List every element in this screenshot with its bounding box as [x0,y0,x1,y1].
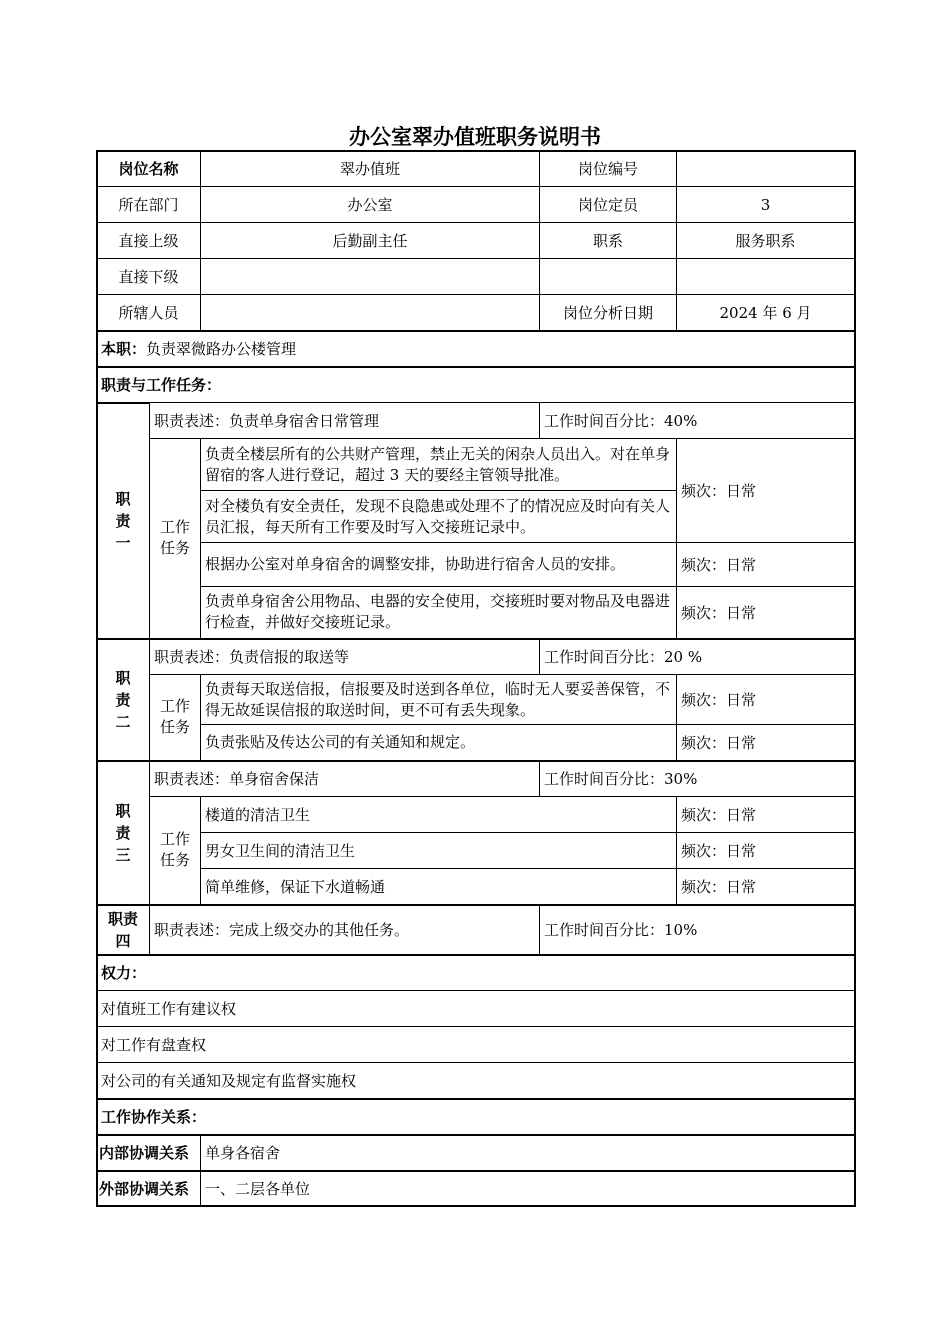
duty-3-task-3: 简单维修，保证下水道畅通 [201,869,677,905]
dept-label: 所在部门 [97,187,201,223]
external-coop-value: 一、二层各单位 [201,1171,855,1207]
post-name-label: 岗位名称 [97,151,201,187]
core-duty-label: 本职： [101,340,147,358]
duty-1-desc: 职责表述：负责单身宿舍日常管理 [150,403,540,439]
post-name-value: 翠办值班 [201,151,540,187]
superior-label: 直接上级 [97,223,201,259]
duty-1-freq-2: 频次：日常 [677,543,855,587]
quota-label: 岗位定员 [540,187,677,223]
internal-coop-label: 内部协调关系 [97,1135,201,1171]
job-description-table [96,150,855,1207]
duty-3-task-2: 男女卫生间的清洁卫生 [201,833,677,869]
post-code-value [677,151,855,187]
quota-value: 3 [677,187,855,223]
duty-3-freq-3: 频次：日常 [677,869,855,905]
duty-2-freq-1: 频次：日常 [677,675,855,725]
duty-1-task-1: 负责全楼层所有的公共财产管理，禁止无关的闲杂人员出入。对在单身留宿的客人进行登记，超过 3 天的要经主管领导批准。 [201,439,677,491]
authority-section-title: 权力： [97,955,855,991]
duty-1-freq-1: 频次：日常 [677,439,855,543]
external-coop-label: 外部协调关系 [97,1171,201,1207]
duty-3-task-label: 工作 任务 [150,797,201,905]
duty-2-task-2: 负责张贴及传达公司的有关通知和规定。 [201,725,677,761]
dept-value: 办公室 [201,187,540,223]
subordinate-label: 直接下级 [97,259,201,295]
duty-2-pct: 工作时间百分比：20 % [540,639,855,675]
authority-item: 对公司的有关通知及规定有监督实施权 [97,1063,855,1099]
authority-item: 对工作有盘查权 [97,1027,855,1063]
duty-1-task-label: 工作 任务 [150,439,201,639]
duty-4-pct: 工作时间百分比：10% [540,905,855,955]
duty-3-freq-1: 频次：日常 [677,797,855,833]
duty-3-desc: 职责表述：单身宿舍保洁 [150,761,540,797]
duty-1-task-3: 根据办公室对单身宿舍的调整安排，协助进行宿舍人员的安排。 [201,543,677,587]
cooperation-section-title: 工作协作关系： [97,1099,855,1135]
authority-item: 对值班工作有建议权 [97,991,855,1027]
series-value: 服务职系 [677,223,855,259]
duty-3-label: 职 责 三 [97,761,150,905]
page-title: 办公室翠办值班职务说明书 [349,125,601,149]
duty-3-pct: 工作时间百分比：30% [540,761,855,797]
duty-4-desc: 职责表述：完成上级交办的其他任务。 [150,905,540,955]
duty-1-label: 职 责 一 [97,403,150,639]
duty-1-task-4: 负责单身宿舍公用物品、电器的安全使用，交接班时要对物品及电器进行检查，并做好交接班记录。 [201,587,677,639]
empty-cell [540,259,677,295]
subordinate-value [201,259,540,295]
core-duty-row [97,331,855,367]
duty-1-pct: 工作时间百分比：40% [540,403,855,439]
duty-3-freq-2: 频次：日常 [677,833,855,869]
duty-1-freq-3: 频次：日常 [677,587,855,639]
managed-value [201,295,540,331]
duty-2-task-1: 负责每天取送信报，信报要及时送到各单位，临时无人要妥善保管，不得无故延误信报的取送时间，更不可有丢失现象。 [201,675,677,725]
duty-1-task-2: 对全楼负有安全责任，发现不良隐患或处理不了的情况应及时向有关人员汇报，每天所有工作要及时写入交接班记录中。 [201,491,677,543]
duty-2-desc: 职责表述：负责信报的取送等 [150,639,540,675]
series-label: 职系 [540,223,677,259]
duties-section-title: 职责与工作任务： [97,367,855,403]
superior-value: 后勤副主任 [201,223,540,259]
core-duty-text: 负责翠微路办公楼管理 [146,340,297,358]
managed-label: 所辖人员 [97,295,201,331]
duty-4-label: 职责 四 [97,905,150,955]
internal-coop-value: 单身各宿舍 [201,1135,855,1171]
date-label: 岗位分析日期 [540,295,677,331]
duty-2-freq-2: 频次：日常 [677,725,855,761]
duty-3-task-1: 楼道的清洁卫生 [201,797,677,833]
duty-2-label: 职 责 二 [97,639,150,761]
date-value: 2024 年 6 月 [677,295,855,331]
empty-cell [677,259,855,295]
post-code-label: 岗位编号 [540,151,677,187]
duty-2-task-label: 工作 任务 [150,675,201,761]
